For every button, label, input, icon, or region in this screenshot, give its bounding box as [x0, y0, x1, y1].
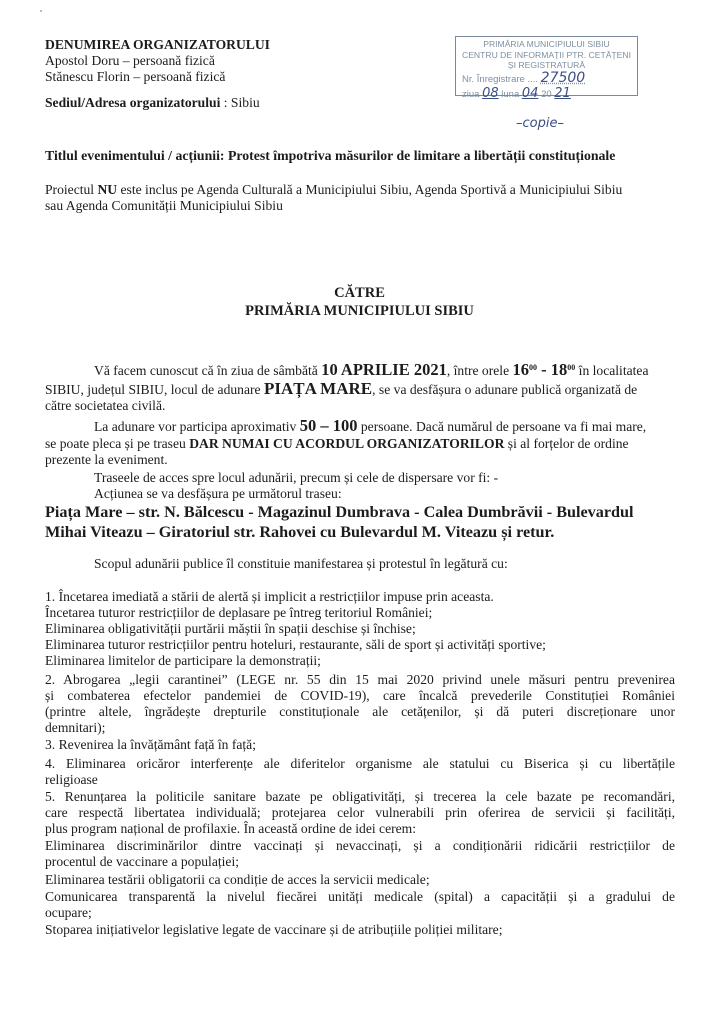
paragraph-2-line-2	[45, 436, 629, 452]
p1-text: Vă facem cunoscut că în ziua de sâmbătă	[94, 363, 322, 378]
end-time-minutes: 00	[567, 363, 576, 372]
route-intro: Acțiunea se va desfășura pe următorul traseu:	[94, 486, 342, 501]
stamp-year-value: 21	[554, 85, 571, 101]
demand-item: Eliminarea discriminărilor dintre vaccinați și nevaccinați, și a condiționării ridicării restricțiilor de	[45, 838, 675, 853]
demand-item: demnitari);	[45, 720, 106, 735]
addressee-line-2: PRIMĂRIA MUNICIPIULUI SIBIU	[245, 303, 474, 319]
end-time: 18	[550, 360, 568, 379]
copy-note: –copie–	[516, 116, 564, 131]
p2-text: persoane. Dacă numărul de persoane va fi mai mare,	[357, 419, 647, 434]
route-line-1: Piața Mare – str. N. Bălcescu - Magazinul Dumbrava - Calea Dumbrăvii - Bulevardul	[45, 503, 634, 521]
demand-item: Stoparea inițiativelor legislative legate de vaccinare și de atribuțiile poliției militare;	[45, 922, 503, 937]
stamp-number-value: 27500	[540, 69, 586, 86]
agenda-text: este inclus pe Agenda Culturală a Municipiului Sibiu, Agenda Sportivă a Municipiului Sibiu	[117, 182, 623, 197]
demand-item: 5. Renunțarea la politicile sanitare bazate pe obligativități, și trecerea la cele bazate pe recomandări,	[45, 789, 675, 804]
paragraph-2-line-3: prezente la eveniment.	[45, 452, 168, 467]
address-value: : Sibiu	[220, 95, 260, 110]
demand-item: procentul de vaccinare a populației;	[45, 854, 239, 869]
p1-text: , se va desfășura o adunare publică organizată de	[372, 382, 638, 397]
start-time-minutes: 00	[529, 363, 538, 372]
stamp-number-label: Nr. Înregistrare ....	[462, 73, 539, 85]
registration-stamp	[455, 36, 638, 101]
agenda-pre: Proiectul	[45, 182, 98, 197]
purpose-intro: Scopul adunării publice îl constituie manifestarea și protestul în legătură cu:	[94, 556, 508, 571]
organizer-person: Stănescu Florin – persoană fizică	[45, 69, 226, 84]
p1-text: SIBIU, județul SIBIU, locul de adunare	[45, 382, 264, 397]
organizer-person: Apostol Doru – persoană fizică	[45, 53, 215, 68]
organizer-block	[45, 37, 270, 111]
event-title-label: Titlul evenimentului / acțiunii:	[45, 148, 228, 163]
demand-item: care respectă libertatea individuală; protejarea celor vulnerabili prin oferirea de servicii și facilități,	[45, 805, 675, 820]
demand-item: plus program național de profilaxie. În această ordine de idei cerem:	[45, 821, 417, 836]
event-date: 10 APRILIE 2021	[321, 360, 447, 379]
demand-item: 2. Abrogarea „legii carantinei” (LEGE nr. 55 din 15 mai 2020 privind unele măsuri pentru prevenirea	[45, 672, 675, 687]
demand-item: Eliminarea limitelor de participare la demonstrații;	[45, 653, 321, 668]
demand-item: (printre altele, îngrădește drepturile constituționale ale cetățenilor, și dă puteri discreționare unor	[45, 704, 675, 719]
demand-item: 4. Eliminarea oricăror interferențe ale diferitelor organisme ale statului cu Biserica și cu libertățile	[45, 756, 675, 771]
start-time: 16	[512, 360, 530, 379]
p1-text: în localitatea	[575, 363, 649, 378]
route-line-2: Mihai Viteazu – Giratoriul str. Rahovei cu Bulevardul M. Viteazu și retur.	[45, 523, 555, 541]
paragraph-1-line-3: către societatea civilă.	[45, 398, 166, 413]
p2-text: se poate pleca și pe traseu	[45, 436, 190, 451]
organizer-heading: DENUMIREA ORGANIZATORULUI	[45, 37, 270, 52]
agenda-note-line-2: sau Agenda Comunității Municipiului Sibiu	[45, 198, 283, 213]
stamp-month-label: luna	[501, 88, 520, 100]
demand-item: Comunicarea transparentă la nivelul fiecărei unități medicale (spital) a capacității și a gradului de	[45, 889, 675, 904]
participant-count: 50 – 100	[299, 416, 358, 435]
paragraph-2-line-1	[94, 418, 646, 435]
event-title	[45, 148, 615, 164]
demand-item: ocupare;	[45, 905, 92, 920]
stamp-date-row	[456, 87, 637, 102]
scan-speck	[40, 10, 42, 12]
meeting-place: PIAȚA MARE	[263, 379, 373, 398]
stamp-number-row	[456, 71, 637, 87]
demand-item: Eliminarea tuturor restricțiilor pentru hoteluri, restaurante, săli de sport și activități sportive;	[45, 637, 546, 652]
stamp-day-label: ziua	[462, 88, 480, 100]
p2-text: și al forțelor de ordine	[504, 436, 629, 451]
demand-item: 3. Revenirea la învățământ față în față;	[45, 737, 256, 752]
paragraph-1-line-2	[45, 381, 637, 398]
demand-item: 1. Încetarea imediată a stării de alertă și implicit a restricțiilor impuse prin aceasta.	[45, 589, 494, 604]
paragraph-1-line-1	[94, 362, 649, 379]
organizer-consent: DAR NUMAI CU ACORDUL ORGANIZATORILOR	[189, 436, 505, 451]
stamp-line-1: PRIMĂRIA MUNICIPIULUI SIBIU	[483, 39, 610, 49]
agenda-note-line-1	[45, 182, 622, 198]
time-dash: -	[537, 360, 551, 379]
event-title-value: Protest împotriva măsurilor de limitare a libertății constituționale	[227, 148, 616, 163]
stamp-day-value: 08	[482, 85, 499, 101]
demand-item: religioase	[45, 772, 98, 787]
stamp-line-3: ȘI REGISTRATURĂ	[507, 60, 586, 70]
addressee-line-1: CĂTRE	[334, 285, 385, 301]
demand-item: și combaterea efectelor pandemiei de COVID-19), care încalcă prevederile Constituției României	[45, 688, 675, 703]
organizer-address	[45, 95, 270, 111]
demand-item: Eliminarea testării obligatorii ca condiție de acces la servicii medicale;	[45, 872, 430, 887]
demand-item: Eliminarea obligativității purtării măștii în spații deschise și închise;	[45, 621, 416, 636]
addressee	[0, 284, 719, 320]
stamp-year-label: 20	[541, 88, 552, 100]
p1-text: , între orele	[446, 363, 513, 378]
address-label: Sediul/Adresa organizatorului	[45, 95, 221, 110]
access-routes: Traseele de acces spre locul adunării, precum și cele de dispersare vor fi: -	[94, 470, 499, 485]
stamp-month-value: 04	[521, 85, 539, 101]
demand-item: Încetarea tuturor restricțiilor de deplasare pe întreg teritoriul României;	[45, 605, 433, 620]
agenda-nu: NU	[97, 182, 118, 197]
stamp-line-2: CENTRU DE INFORMAȚII PTR. CETĂȚENI	[461, 49, 631, 60]
p2-text: La adunare vor participa aproximativ	[94, 419, 300, 434]
